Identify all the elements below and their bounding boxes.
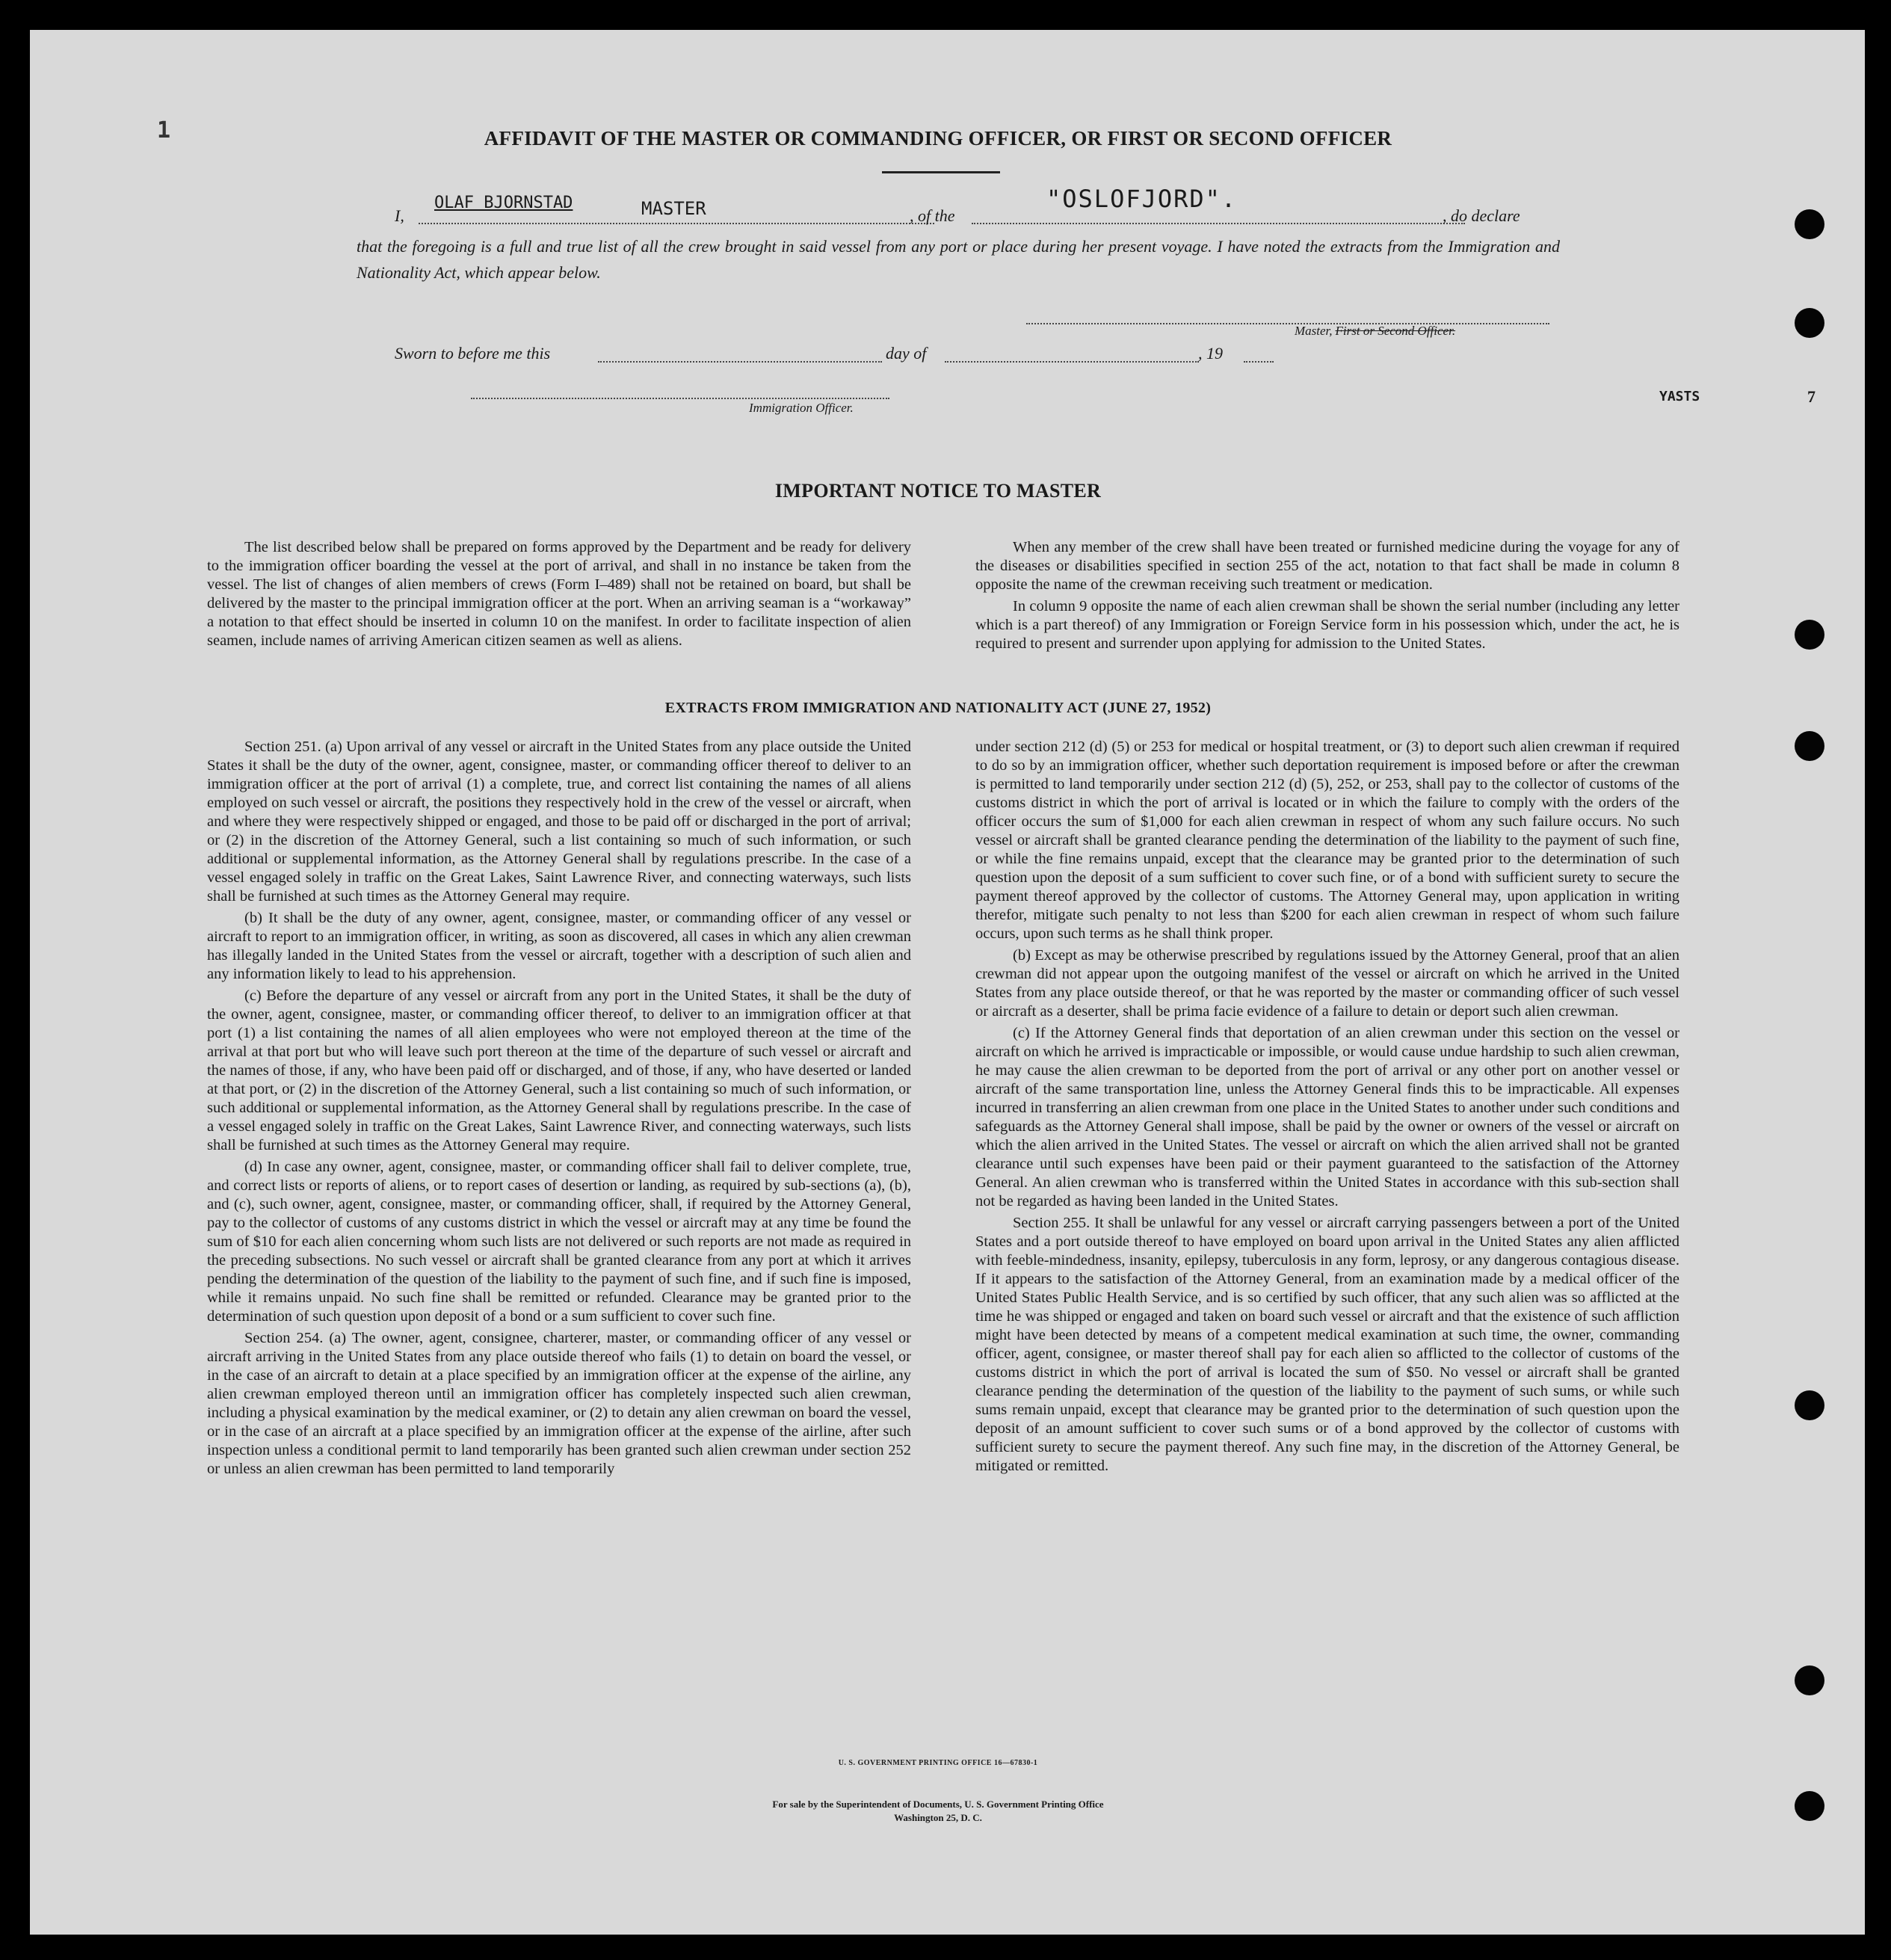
punch-hole-2 [1795, 308, 1824, 338]
master-signature-label [1295, 324, 1455, 339]
master-signature-line [1026, 323, 1549, 324]
section-251-b: (b) It shall be the duty of any owner, agent, consignee, master, or commanding officer of any vessel or aircraft to report to an immigration officer, in writing, as soon as discovered, all cases in which any alien crewman has illegally landed in the United States from the vessel or aircraft, together with a description of such alien and any information likely to lead to his apprehension. [207, 910, 911, 982]
punch-hole-5 [1795, 1390, 1824, 1420]
punch-hole-6 [1795, 1665, 1824, 1695]
declaration-text: that the foregoing is a full and true list of all the crew brought in said vessel from any port or place during her present voyage. I have noted the extracts from the Immigration and Nationality Act, which appear below. [357, 237, 1560, 282]
address-line: Washington 25, D. C. [894, 1812, 982, 1823]
section-255: Section 255. It shall be unlawful for any vessel or aircraft carrying passengers between a port of the United States and a port outside thereof to have employed on board upon arrival in the United States any alien afflicted with feeble-mindedness, insanity, epilepsy, tuberculosis in any form, leprosy, or any dangerous contagious disease. If it appears to the satisfaction of the Attorney General, from an examination made by a medical officer of the United States Public Health Service, and is so certified by such officer, that any such alien was so afflicted at the time he was shipped or engaged and taken on board such vessel or aircraft and that the existence of such affliction might have been detected by means of a competent medical examination at such time, the owner, commanding officer, agent, consignee, or master thereof shall pay for each alien so afflicted to the collector of customs of the customs district in which the port of arrival is located the sum of $50. No vessel or aircraft shall be granted clearance pending the determination of the question of the liability to the payment of such sums, or while such sums remain unpaid, except that clearance may be granted prior to the determination of such question upon the deposit of an amount sufficient to cover such sums or of a bond approved by the collector of customs with sufficient surety to secure the payment thereof. Any such fine may, in the discretion of the Attorney General, be mitigated or remitted. [975, 1215, 1679, 1474]
notice-heading: IMPORTANT NOTICE TO MASTER [774, 480, 1102, 502]
vessel-name: "OSLOFJORD". [1046, 185, 1238, 213]
notice-right-paragraph-1: When any member of the crew shall have been treated or furnished medicine during the voyage for any of the diseases or disabilities specified in section 255 of the act, notation to that fact shall be made in column 8 opposite the name of the crewman receiving such treatment or medication. [975, 539, 1679, 593]
sworn-year-line [1244, 361, 1274, 363]
do-declare-label: , do declare [1443, 206, 1520, 225]
day-of-label: day of [886, 344, 927, 363]
notice-right-column [975, 538, 1679, 656]
section-254-c: (c) If the Attorney General finds that deportation of an alien crewman under this section on the vessel or aircraft on which he arrived is impracticable or impossible, or would cause undue hardship to such alien crewman, he may cause the alien crewman to be deported from the port of arrival or any other port on another vessel or aircraft of the same transportation line, unless the Attorney General finds this to be impracticable. All expenses incurred in transferring an alien crewman from one place in the United States to another under such conditions and safeguards as the Attorney General shall impose, shall be paid by the owner or owners of the vessel or aircraft on which the alien arrived in the United States. The vessel or aircraft on which the alien arrived shall not be granted clearance until such expenses have been paid or their payment guaranteed to the satisfaction of the Attorney General. An alien crewman who is transferred within the United States in accordance with this sub-section shall not be regarded as having been landed in the United States. [975, 1025, 1679, 1209]
section-251-d: (d) In case any owner, agent, consignee, master, or commanding officer shall fail to deliver complete, true, and correct lists or reports of aliens, or to report cases of desertion or landing, as required by sub-sections (a), (b), and (c), such owner, agent, consignee, master, or commanding officer, shall, if required by the Attorney General, pay to the collector of customs of any customs district in which the vessel or aircraft may at any time be found the sum of $10 for each alien concerning whom such lists are not delivered or such reports are not made as required in the preceding subsections. No such vessel or aircraft shall be granted clearance from any port at which it arrives pending the determination of the question of the liability to the payment of such fine, and if such fine is imposed, while it remains unpaid. No such fine shall be remitted or refunded. Clearance may be granted prior to the determination of such question upon deposit of a bond or a sum sufficient to cover such fine. [207, 1159, 911, 1325]
notice-left-paragraph: The list described below shall be prepared on forms approved by the Department and be ready for delivery to the immigration officer boarding the vessel at the port of arrival, and shall in no instance be taken from the vessel. The list of changes of alien members of crews (Form I–489) shall not be retained on board, but shall be delivered by the master to the principal immigration officer at the port. When an arriving seaman is a “workaway” a notation to that effect should be inserted in column 10 on the manifest. In order to facilitate inspection of alien seamen, include names of arriving American citizen seamen as well as aliens. [207, 539, 911, 649]
extracts-right-column [975, 738, 1679, 1479]
extracts-left-column [207, 738, 911, 1482]
immigration-officer-line [471, 398, 889, 399]
title-rule [882, 171, 1000, 173]
margin-digit-right: 7 [1807, 387, 1816, 406]
section-251-c: (c) Before the departure of any vessel or aircraft from any port in the United States, it shall be the duty of the owner, agent, consignee, master, or commanding officer thereof, to deliver to an immigration officer at that port (1) a list containing the names of all alien employees who were not employed thereon at the time of the arrival at that port but who will leave such port thereon at the time of the departure of such vessel or aircraft and the names of those, if any, who have been paid off or discharged, and of those, if any, who have deserted or landed at that port, or (2) in the discretion of the Attorney General, such a list containing so much of such information, or such additional or supplemental information, as the Attorney General shall by regulations prescribe. In the case of a vessel engaged solely in traffic on the Great Lakes, Saint Lawrence River, and connecting waterways, such lists shall be furnished at such times as the Attorney General may require. [207, 987, 911, 1153]
immigration-officer-label: Immigration Officer. [749, 401, 854, 415]
year-prefix: , 19 [1198, 344, 1223, 363]
margin-mark-top-left: 1 [157, 117, 171, 144]
margin-stamp-right: YASTS [1659, 389, 1700, 404]
declare-prefix: I, [395, 206, 404, 225]
document-page [30, 30, 1865, 1935]
printing-office-code: U. S. GOVERNMENT PRINTING OFFICE 16—67830-1 [838, 1759, 1038, 1767]
punch-hole-1 [1795, 209, 1824, 239]
section-254-a-continued: under section 212 (d) (5) or 253 for medical or hospital treatment, or (3) to deport such alien crewman if required to do so by an immigration officer, whether such deportation requirement is imposed before or after the crewman is permitted to land temporarily under section 212 (d) (5), 252, or 253, shall pay to the collector of customs of the customs district in which the port of arrival is located or in which the failure to comply with the orders of the officer occurs the sum of $1,000 for each alien crewman in respect of whom any such failure occurs. No such vessel or aircraft shall be granted clearance pending the determination of the liability to the payment of such fine, or while the fine remains unpaid, except that the clearance may be granted prior to the determination of such question upon the deposit of a sum sufficient to cover such fine, or of a bond with sufficient surety to secure the payment thereof approved by the collector of customs. The Attorney General may, upon application in writing therefor, mitigate such penalty to not less than $200 for each alien crewman in respect of whom such failure occurs, upon such terms as he shall think proper. [975, 739, 1679, 942]
section-254-a: Section 254. (a) The owner, agent, consignee, charterer, master, or commanding officer of any vessel or aircraft arriving in the United States from any place outside thereof who fails (1) to detain on board the vessel, or in the case of an aircraft to detain at a place specified by an immigration officer at the expense of the airline, any alien crewman employed thereon until an immigration officer has completely inspected such alien crewman, including a physical examination by the medical examiner, or (2) to detain any alien crewman on board the vessel, or in the case of an aircraft at a place specified by an immigration officer at the expense of the airline, after such inspection unless a conditional permit to land temporarily has been granted such alien crewman under section 252 or unless an alien crewman has been permitted to land temporarily [207, 1330, 911, 1477]
notice-right-paragraph-2: In column 9 opposite the name of each alien crewman shall be shown the serial number (including any letter which is a part thereof) of any Immigration or Foreign Service form in his possession which, under the act, he is required to present and surrender upon applying for admission to the United States. [975, 598, 1679, 652]
punch-hole-3 [1795, 620, 1824, 650]
affidavit-title: AFFIDAVIT OF THE MASTER OR COMMANDING OFFICER, OR FIRST OR SECOND OFFICER [484, 127, 1392, 150]
section-254-b: (b) Except as may be otherwise prescribed by regulations issued by the Attorney General, proof that an alien crewman did not appear upon the outgoing manifest of the vessel or aircraft on which he arrived in the United States from any place outside thereof, or that he was reported by the master or commanding officer of such vessel or aircraft as a deserter, shall be prima facie evidence of a failure to detain or deport such alien crewman. [975, 947, 1679, 1020]
name-line [419, 223, 934, 224]
struck-officer-label: First or Second Officer. [1335, 324, 1456, 338]
punch-hole-4 [1795, 731, 1824, 761]
sworn-day-line [598, 361, 882, 363]
notice-left-column [207, 538, 911, 653]
master-rank: MASTER [641, 198, 706, 219]
sale-line: For sale by the Superintendent of Documents, U. S. Government Printing Office [772, 1799, 1104, 1810]
master-name: OLAF BJORNSTAD [434, 194, 573, 212]
vessel-line [972, 223, 1465, 224]
sworn-month-line [945, 361, 1199, 363]
extracts-heading: EXTRACTS FROM IMMIGRATION AND NATIONALITY ACT (JUNE 27, 1952) [664, 700, 1212, 716]
section-251-a: Section 251. (a) Upon arrival of any vessel or aircraft in the United States from any place outside the United States it shall be the duty of the owner, agent, consignee, master, or commanding officer thereof to deliver to an immigration officer at the port of arrival (1) a complete, true, and correct list containing the names of all aliens employed on such vessel or aircraft, the positions they respectively hold in the crew of the vessel or aircraft, when and where they were respectively shipped or engaged, and those to be paid off or discharged in the port of arrival; or (2) in the discretion of the Attorney General, such a list containing so much of such information, or such additional or supplemental information, as the Attorney General shall by regulations prescribe. In the case of a vessel engaged solely in traffic on the Great Lakes, Saint Lawrence River, and connecting waterways, such lists shall be furnished at such times as the Attorney General may require. [207, 739, 911, 905]
sworn-prefix: Sworn to before me this [395, 344, 551, 363]
of-the-label: , of the [910, 206, 955, 225]
master-label: Master, [1295, 324, 1333, 338]
